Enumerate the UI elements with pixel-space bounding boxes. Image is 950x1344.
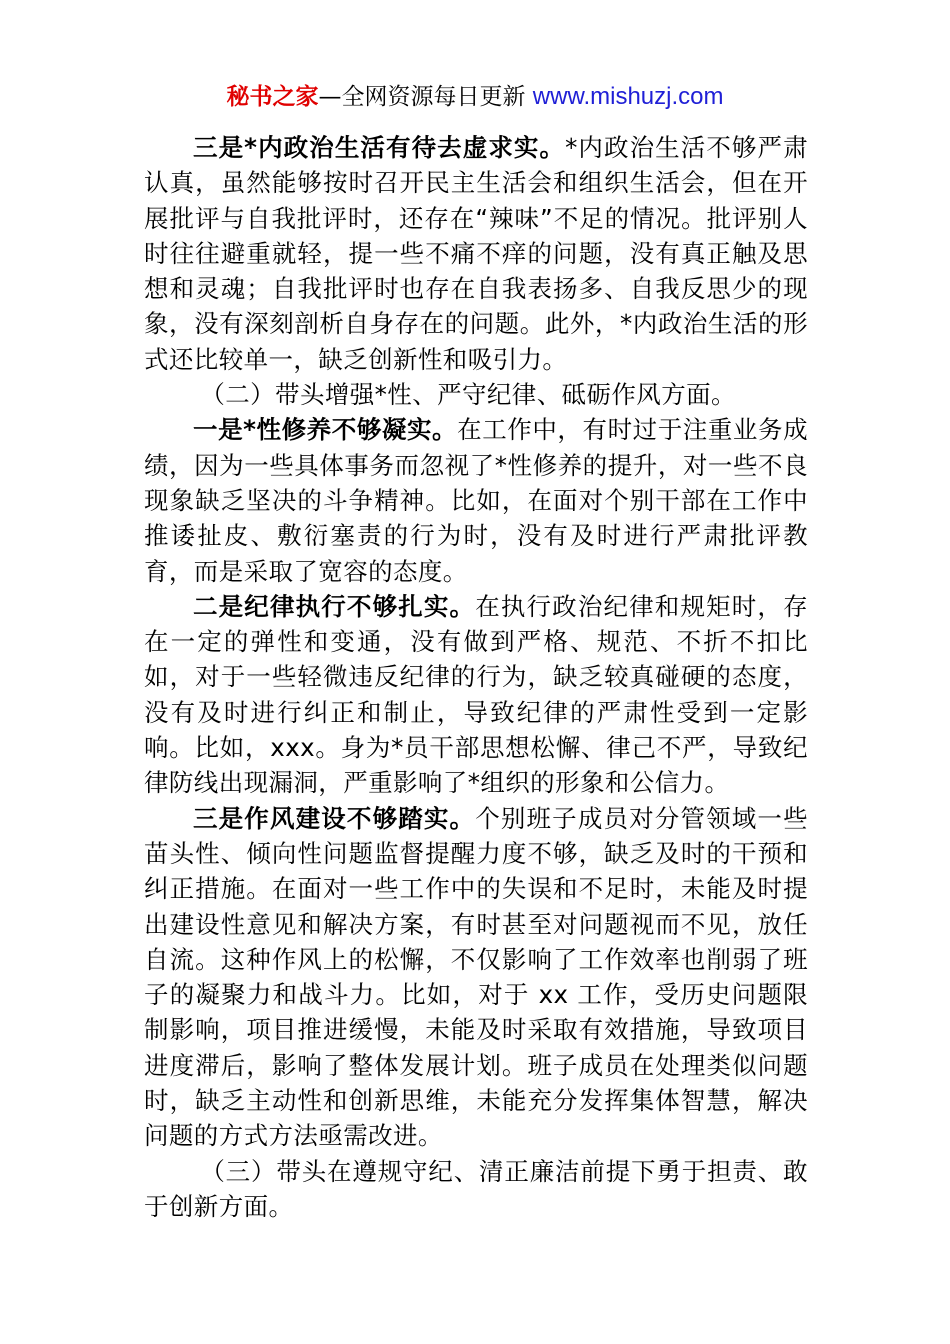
document-body <box>144 130 808 1224</box>
section-heading-3: （三）带头在遵规守纪、清正廉洁前提下勇于担责、敢于创新方面。 <box>144 1156 808 1221</box>
site-tagline: —全网资源每日更新 <box>318 84 526 110</box>
section-heading-2: （二）带头增强*性、严守纪律、砥砺作风方面。 <box>200 380 736 410</box>
paragraph-lead: 一是*性修养不够凝实。 <box>193 415 458 445</box>
paragraph-discipline <box>144 589 808 801</box>
paragraph-lead: 三是作风建设不够踏实。 <box>193 803 476 833</box>
paragraph-lead: 二是纪律执行不够扎实。 <box>193 591 476 621</box>
paragraph-work-style <box>144 801 808 1154</box>
paragraph-text: 在工作中，有时过于注重业务成绩，因为一些具体事务而忽视了*性修养的提升，对一些不良现象缺乏坚决的斗争精神。比如，在面对个别干部在工作中推诿扯皮、敷衍塞责的行为时，没有及时进行严肃批评教育，而是采取了宽容的态度。 <box>144 415 808 586</box>
paragraph-text: 在执行政治纪律和规矩时，存在一定的弹性和变通，没有做到严格、规范、不折不扣比如，对于一些轻微违反纪律的行为，缺乏较真碰硬的态度，没有及时进行纠正和制止，导致纪律的严肃性受到一定影响。比如，xxx。身为*员干部思想松懈、律己不严，导致纪律防线出现漏洞，严重影响了*组织的形象和公信力。 <box>144 591 808 798</box>
paragraph-political-life <box>144 130 808 377</box>
paragraph-text: 个别班子成员对分管领域一些苗头性、倾向性问题监督提醒力度不够，缺乏及时的干预和纠正措施。在面对一些工作中的失误和不足时，未能及时提出建设性意见和解决方案，有时甚至对问题视而不见，放任自流。这种作风上的松懈，不仅影响了工作效率也削弱了班子的凝聚力和战斗力。比如，对于 xx 工作，受历史问题限制影响，项目推进缓慢，未能及时采取有效措施，导致项目进度滞后，影响了整体发展计划。班子成员在处理类似问题时，缺乏主动性和创新思维，未能充分发挥集体智慧，解决问题的方式方法亟需改进。 <box>144 803 808 1151</box>
site-brand: 秘书之家 <box>226 84 319 110</box>
site-header <box>0 80 950 114</box>
paragraph-lead: 三是*内政治生活有待去虚求实。 <box>193 133 566 162</box>
paragraph-party-spirit <box>144 412 808 588</box>
paragraph-text: *内政治生活不够严肃认真，虽然能够按时召开民主生活会和组织生活会，但在开展批评与自我批评时，还存在“辣味”不足的情况。批评别人时往往避重就轻，提一些不痛不痒的问题，没有真正触及思想和灵魂；自我批评时也存在自我表扬多、自我反思少的现象，没有深刻剖析自身存在的问题。此外，*内政治生活的形式还比较单一，缺乏创新性和吸引力。 <box>144 133 809 374</box>
site-url-link[interactable]: www.mishuzj.com <box>532 83 724 110</box>
